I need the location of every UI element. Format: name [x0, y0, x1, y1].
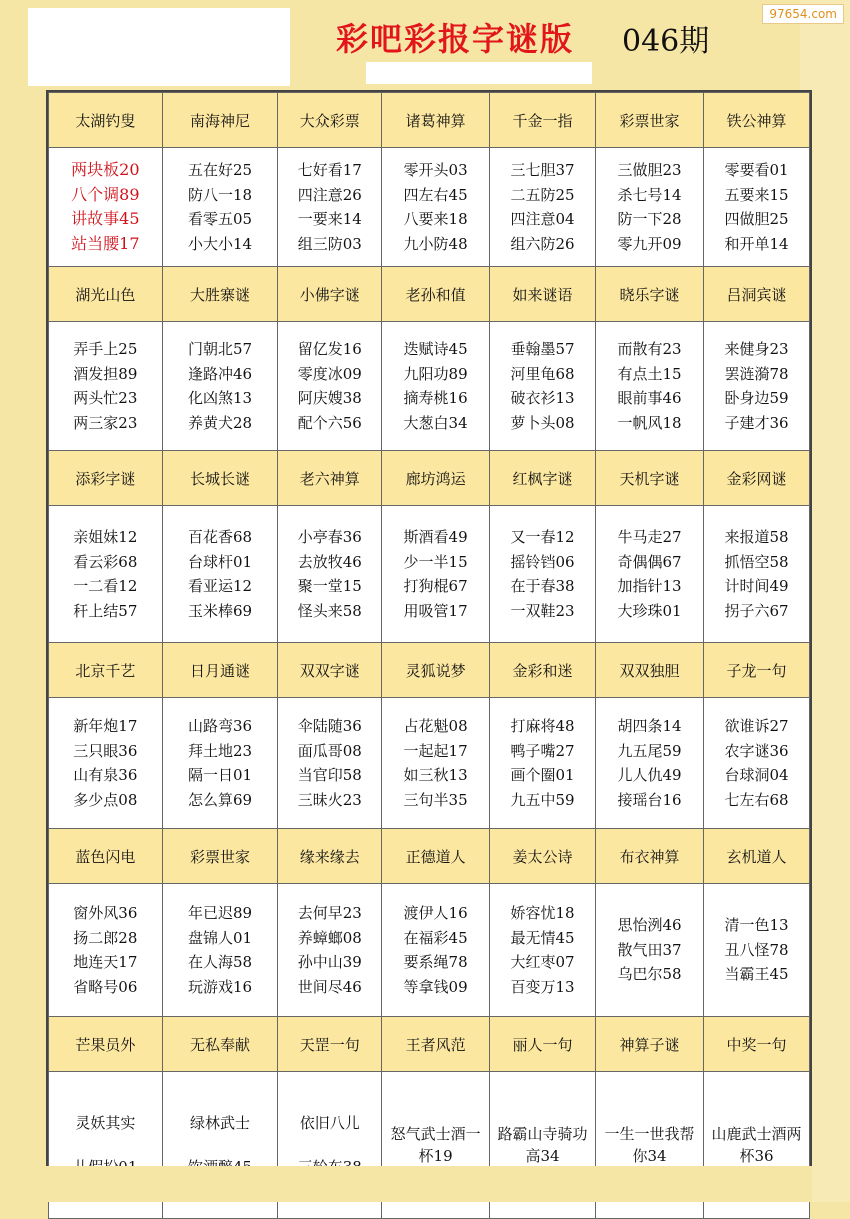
- riddle-line: 去放牧46: [297, 552, 362, 571]
- riddle-lines: [298, 901, 362, 999]
- predictor-name: 缘来缘去: [278, 829, 382, 884]
- riddle-lines: [495, 1123, 591, 1167]
- riddle-lines: [404, 525, 468, 623]
- riddle-line: 山路弯36: [188, 717, 253, 735]
- riddle-line: 零九开09: [617, 234, 682, 253]
- riddle-line: 娇容忧18: [510, 904, 575, 922]
- riddle-line: 欲谁诉27: [724, 717, 789, 735]
- riddle-line: 一要来14: [297, 210, 362, 228]
- riddle-line: 计时间49: [724, 577, 789, 595]
- riddle-line: 要系绳78: [403, 953, 468, 971]
- riddle-line: 伞陆随36: [297, 717, 362, 735]
- riddle-lines: [298, 158, 362, 256]
- riddle-lines: [404, 714, 468, 812]
- riddle-cell: [596, 148, 704, 267]
- riddle-cell: [490, 884, 596, 1017]
- riddle-line: 两块板20: [71, 160, 140, 179]
- column-header-row: [49, 93, 810, 148]
- riddle-line: 四注意04: [510, 210, 575, 228]
- riddle-lines: [724, 337, 788, 435]
- riddle-lines: [188, 901, 252, 999]
- predictor-name: 大众彩票: [278, 93, 382, 148]
- predictor-name: 诸葛神算: [382, 93, 490, 148]
- riddle-lines: [188, 525, 252, 623]
- riddle-cell: [596, 698, 704, 829]
- riddle-line: 逢路冲46: [188, 364, 253, 383]
- predictor-name: 千金一指: [490, 93, 596, 148]
- riddle-line: 怎么算69: [188, 790, 253, 809]
- riddle-line: 多少点08: [73, 790, 138, 809]
- riddle-lines: [404, 901, 468, 999]
- predictor-name: 金彩网谜: [703, 451, 809, 506]
- riddle-line: 牛马走27: [617, 528, 682, 546]
- predictor-name: 北京千艺: [49, 643, 163, 698]
- riddle-line: 乌巴尔58: [617, 965, 682, 984]
- riddle-cell: [490, 148, 596, 267]
- predictor-name: 姜太公诗: [490, 829, 596, 884]
- predictor-name: 红枫字谜: [490, 451, 596, 506]
- riddle-lines: [724, 714, 788, 812]
- column-header-row: [49, 1017, 810, 1072]
- riddle-line: 看亚运12: [188, 577, 253, 595]
- riddle-line: 河里龟68: [510, 364, 575, 383]
- riddle-line: 防八一18: [188, 185, 253, 204]
- riddle-line: 斯酒看49: [403, 528, 468, 546]
- riddle-line: 等拿钱09: [403, 977, 468, 996]
- riddle-cell: [278, 148, 382, 267]
- riddle-cell: [703, 884, 809, 1017]
- riddle-line: 山有泉36: [73, 766, 138, 784]
- riddle-cell: [162, 506, 278, 643]
- riddle-lines: [617, 714, 681, 812]
- riddle-line: 九五尾59: [617, 741, 682, 760]
- predictor-name: 老六神算: [278, 451, 382, 506]
- riddle-line: 七好看17: [297, 161, 362, 179]
- predictor-name: 灵狐说梦: [382, 643, 490, 698]
- riddle-line: 眼前事46: [617, 389, 682, 407]
- riddle-line: 小大小14: [188, 234, 253, 253]
- riddle-line: 清一色13: [724, 916, 789, 935]
- riddle-cell: [490, 322, 596, 451]
- riddle-line: 八个调89: [71, 184, 140, 204]
- riddle-line: 儿人仇49: [617, 766, 682, 784]
- riddle-line: 打麻将48: [510, 717, 575, 735]
- riddle-line: 化凶煞13: [188, 389, 253, 407]
- riddle-line: 摇铃铛06: [510, 552, 575, 571]
- predictor-name: 吕洞宾谜: [703, 267, 809, 322]
- riddle-row: [49, 506, 810, 643]
- riddle-line: 卧身边59: [724, 389, 789, 407]
- predictor-name: 日月通谜: [162, 643, 278, 698]
- riddle-line: 零要看01: [724, 161, 789, 179]
- predictor-name: 廊坊鸿运: [382, 451, 490, 506]
- riddle-line: 玉米棒69: [188, 601, 253, 620]
- riddle-line: 加指针13: [617, 577, 682, 595]
- riddle-line: 防一下28: [617, 210, 682, 228]
- predictor-name: 中奖一句: [703, 1017, 809, 1072]
- riddle-line: 占花魁08: [403, 717, 468, 735]
- riddle-line: 绿林武士: [190, 1114, 251, 1132]
- riddle-line: 破衣衫13: [510, 389, 575, 407]
- predictor-name: 天罡一句: [278, 1017, 382, 1072]
- riddle-cell: [596, 506, 704, 643]
- riddle-line: 接瑶台16: [617, 790, 682, 809]
- riddle-line: 摘寿桃16: [403, 389, 468, 407]
- riddle-line: 一生一世我帮你34: [604, 1125, 695, 1165]
- riddle-line: 四注意26: [297, 185, 362, 204]
- riddle-lines: [511, 337, 575, 435]
- riddle-line: 看云彩68: [73, 552, 138, 571]
- riddle-cell: [703, 322, 809, 451]
- riddle-line: 年已迟89: [188, 904, 253, 922]
- riddle-line: 零开头03: [403, 161, 468, 179]
- riddle-line: 罢涟漪78: [724, 364, 789, 383]
- riddle-line: 三七胆37: [510, 161, 575, 179]
- riddle-line: 来报道58: [724, 528, 789, 546]
- riddle-line: 秆上结57: [73, 601, 138, 620]
- riddle-line: 聚一堂15: [297, 577, 362, 595]
- page-header: [0, 0, 850, 90]
- riddle-cell: [382, 698, 490, 829]
- riddle-line: 百变万13: [510, 977, 575, 996]
- riddle-line: 散气田37: [617, 940, 682, 959]
- riddle-line: 面瓜哥08: [297, 741, 362, 760]
- riddle-line: 一二看12: [73, 577, 138, 595]
- column-header-row: [49, 829, 810, 884]
- riddle-cell: [703, 148, 809, 267]
- riddle-line: 小亭春36: [297, 528, 362, 546]
- riddle-lines: [73, 337, 137, 435]
- predictor-name: 小佛字谜: [278, 267, 382, 322]
- predictor-name: 南海神尼: [162, 93, 278, 148]
- predictor-name: 王者风范: [382, 1017, 490, 1072]
- riddle-lines: [511, 714, 575, 812]
- riddle-line: 迭赋诗45: [403, 340, 468, 358]
- riddle-line: 奇偶偶67: [617, 552, 682, 571]
- riddle-line: 胡四条14: [617, 717, 682, 735]
- riddle-line: 而散有23: [617, 340, 682, 358]
- riddle-line: 玩游戏16: [188, 977, 253, 996]
- riddle-table: [48, 92, 810, 1219]
- riddle-lines: [298, 337, 362, 435]
- riddle-line: 四左右45: [403, 185, 468, 204]
- riddle-lines: [298, 525, 362, 623]
- predictor-name: 彩票世家: [596, 93, 704, 148]
- riddle-line: 怒气武士酒一杯19: [390, 1125, 481, 1165]
- predictor-name: 布衣神算: [596, 829, 704, 884]
- riddle-lines: [617, 337, 681, 435]
- riddle-lines: [511, 525, 575, 623]
- riddle-line: 如三秋13: [403, 766, 468, 784]
- predictor-name: 无私奉献: [162, 1017, 278, 1072]
- riddle-cell: [49, 506, 163, 643]
- riddle-line: 九小防48: [403, 234, 468, 253]
- predictor-name: 如来谜语: [490, 267, 596, 322]
- riddle-lines: [188, 714, 252, 812]
- riddle-lines: [388, 1123, 484, 1167]
- predictor-name: 神算子谜: [596, 1017, 704, 1072]
- riddle-line: 地连天17: [73, 953, 138, 971]
- riddle-lines: [708, 1123, 804, 1167]
- riddle-lines: [617, 913, 681, 987]
- riddle-line: 两三家23: [73, 413, 138, 432]
- riddle-line: 八要来18: [403, 210, 468, 228]
- column-header-row: [49, 451, 810, 506]
- riddle-line: 画个圈01: [510, 766, 575, 784]
- riddle-line: 农字谜36: [724, 741, 789, 760]
- riddle-line: 五要来15: [724, 185, 789, 204]
- riddle-line: 站当腰17: [71, 233, 140, 253]
- riddle-line: 配个六56: [297, 413, 362, 432]
- site-watermark: 97654.com: [762, 4, 844, 24]
- predictor-name: 玄机道人: [703, 829, 809, 884]
- riddle-line: 讲故事45: [71, 209, 140, 228]
- riddle-cell: [278, 506, 382, 643]
- issue-number: 046期: [622, 24, 710, 59]
- riddle-line: 三只眼36: [73, 741, 138, 760]
- riddle-row: [49, 148, 810, 267]
- predictor-name: 太湖钓叟: [49, 93, 163, 148]
- riddle-line: 大珍珠01: [617, 601, 682, 620]
- riddle-line: 新年炮17: [73, 717, 138, 735]
- riddle-line: 当霸王45: [724, 965, 789, 984]
- blank-strip: [366, 62, 592, 84]
- riddle-lines: [73, 714, 137, 812]
- riddle-line: 用吸管17: [403, 601, 468, 620]
- riddle-line: 在于春38: [510, 577, 575, 595]
- predictor-name: 双双字谜: [278, 643, 382, 698]
- riddle-line: 去何早23: [297, 904, 362, 922]
- riddle-line: 垂翰墨57: [510, 340, 575, 358]
- predictor-name: 天机字谜: [596, 451, 704, 506]
- riddle-line: 九五中59: [510, 790, 575, 809]
- column-header-row: [49, 267, 810, 322]
- riddle-line: 鸭子嘴27: [510, 741, 575, 760]
- riddle-cell: [278, 698, 382, 829]
- riddle-line: 和开单14: [724, 234, 789, 253]
- riddle-cell: [49, 884, 163, 1017]
- riddle-cell: [162, 322, 278, 451]
- riddle-line: 渡伊人16: [403, 904, 468, 922]
- riddle-line: 养蟑螂08: [297, 928, 362, 947]
- riddle-cell: [382, 506, 490, 643]
- riddle-lines: [724, 913, 788, 987]
- blank-panel: [28, 8, 290, 86]
- riddle-line: 留亿发16: [297, 340, 362, 358]
- riddle-lines: [511, 158, 575, 256]
- riddle-cell: [49, 148, 163, 267]
- riddle-line: 在福彩45: [403, 928, 468, 947]
- riddle-cell: [162, 148, 278, 267]
- riddle-cell: [49, 322, 163, 451]
- predictor-name: 晓乐字谜: [596, 267, 704, 322]
- riddle-line: 灵妖其实: [75, 1114, 136, 1132]
- riddle-cell: [382, 884, 490, 1017]
- riddle-cell: [490, 698, 596, 829]
- riddle-line: 看零五05: [188, 210, 253, 228]
- riddle-lines: [188, 337, 252, 435]
- predictor-name: 芒果员外: [49, 1017, 163, 1072]
- riddle-line: 路霸山寺骑功高34: [497, 1125, 588, 1165]
- riddle-line: 五在好25: [188, 161, 253, 179]
- riddle-line: 来健身23: [724, 340, 789, 358]
- riddle-lines: [73, 901, 137, 999]
- riddle-lines: [188, 158, 252, 256]
- predictor-name: 蓝色闪电: [49, 829, 163, 884]
- riddle-line: 孙中山39: [297, 953, 362, 971]
- riddle-row: [49, 322, 810, 451]
- riddle-line: 台球杆01: [188, 552, 253, 571]
- riddle-line: 少一半15: [403, 552, 468, 571]
- riddle-lines: [617, 158, 681, 256]
- riddle-line: 三昧火23: [297, 790, 362, 809]
- predictor-name: 双双独胆: [596, 643, 704, 698]
- riddle-line: 门朝北57: [188, 340, 253, 358]
- riddle-line: 抓悟空58: [724, 552, 789, 571]
- riddle-line: 又一春12: [510, 528, 575, 546]
- riddle-line: 省略号06: [73, 977, 138, 996]
- riddle-cell: [162, 884, 278, 1017]
- riddle-line: 四做胆25: [724, 210, 789, 228]
- riddle-line: 一起起17: [403, 741, 468, 760]
- riddle-line: 七左右68: [724, 790, 789, 809]
- predictor-name: 子龙一句: [703, 643, 809, 698]
- predictor-name: 彩票世家: [162, 829, 278, 884]
- riddle-line: 亲姐妹12: [73, 528, 138, 546]
- predictor-name: 大胜寨谜: [162, 267, 278, 322]
- riddle-cell: [596, 322, 704, 451]
- riddle-row: [49, 698, 810, 829]
- bottom-margin: [46, 1166, 812, 1202]
- riddle-line: 盘锦人01: [188, 928, 253, 947]
- riddle-lines: [724, 158, 788, 256]
- riddle-line: 思怡洌46: [617, 916, 682, 935]
- riddle-line: 杀七号14: [617, 185, 682, 204]
- riddle-line: 子建才36: [724, 413, 789, 432]
- riddle-lines: [724, 525, 788, 623]
- riddle-lines: [617, 525, 681, 623]
- riddle-line: 在人海58: [188, 953, 253, 971]
- riddle-line: 组三防03: [297, 234, 362, 253]
- page-title: 彩吧彩报字谜版: [336, 20, 575, 58]
- riddle-line: 酒发担89: [73, 364, 138, 383]
- riddle-line: 大葱白34: [403, 413, 468, 432]
- riddle-lines: [404, 158, 468, 256]
- riddle-line: 二五防25: [510, 185, 575, 204]
- column-header-row: [49, 643, 810, 698]
- riddle-cell: [278, 322, 382, 451]
- riddle-lines: [511, 901, 575, 999]
- predictor-name: 丽人一句: [490, 1017, 596, 1072]
- riddle-line: 窗外风36: [73, 904, 138, 922]
- riddle-line: 养黄犬28: [188, 413, 253, 432]
- riddle-line: 阿庆嫂38: [297, 389, 362, 407]
- riddle-line: 萝卜头08: [510, 413, 575, 432]
- riddle-line: 两头忙23: [73, 389, 138, 407]
- riddle-line: 一帆风18: [617, 413, 682, 432]
- predictor-name: 金彩和迷: [490, 643, 596, 698]
- riddle-lines: [298, 714, 362, 812]
- riddle-line: 百花香68: [188, 528, 253, 546]
- riddle-line: 组六防26: [510, 234, 575, 253]
- riddle-line: 台球洞04: [724, 766, 789, 784]
- riddle-line: 拜土地23: [188, 741, 253, 760]
- riddle-lines: [404, 337, 468, 435]
- riddle-cell: [49, 698, 163, 829]
- riddle-line: 扬二郎28: [73, 928, 138, 947]
- riddle-line: 山鹿武士酒两杯36: [711, 1125, 802, 1165]
- riddle-line: 有点土15: [617, 364, 682, 383]
- predictor-name: 正德道人: [382, 829, 490, 884]
- riddle-cell: [490, 506, 596, 643]
- riddle-line: 怪头来58: [297, 601, 362, 620]
- riddle-cell: [382, 148, 490, 267]
- predictor-name: 添彩字谜: [49, 451, 163, 506]
- predictor-name: 铁公神算: [703, 93, 809, 148]
- riddle-cell: [703, 506, 809, 643]
- riddle-row: [49, 884, 810, 1017]
- riddle-cell: [703, 698, 809, 829]
- riddle-line: 丑八怪78: [724, 940, 789, 959]
- riddle-cell: [278, 884, 382, 1017]
- riddle-line: 三句半35: [403, 790, 468, 809]
- predictor-name: 老孙和值: [382, 267, 490, 322]
- riddle-cell: [382, 322, 490, 451]
- riddle-line: 零度冰09: [297, 364, 362, 383]
- riddle-line: 三做胆23: [617, 161, 682, 179]
- riddle-line: 隔一日01: [188, 766, 253, 784]
- riddle-line: 最无情45: [510, 928, 575, 947]
- riddle-sheet: [46, 90, 812, 1166]
- riddle-line: 世间尽46: [297, 977, 362, 996]
- riddle-line: 弄手上25: [73, 340, 138, 358]
- riddle-line: 大红枣07: [510, 953, 575, 971]
- riddle-cell: [596, 884, 704, 1017]
- riddle-lines: [73, 525, 137, 623]
- riddle-line: 当官印58: [297, 766, 362, 784]
- riddle-lines: [71, 158, 139, 256]
- riddle-line: 打狗棍67: [403, 577, 468, 595]
- predictor-name: 湖光山色: [49, 267, 163, 322]
- riddle-cell: [162, 698, 278, 829]
- predictor-name: 长城长谜: [162, 451, 278, 506]
- riddle-line: 一双鞋23: [510, 601, 575, 620]
- riddle-lines: [602, 1123, 698, 1167]
- riddle-line: 拐子六67: [724, 601, 789, 620]
- riddle-line: 依旧八儿: [299, 1114, 360, 1132]
- riddle-line: 九阳功89: [403, 364, 468, 383]
